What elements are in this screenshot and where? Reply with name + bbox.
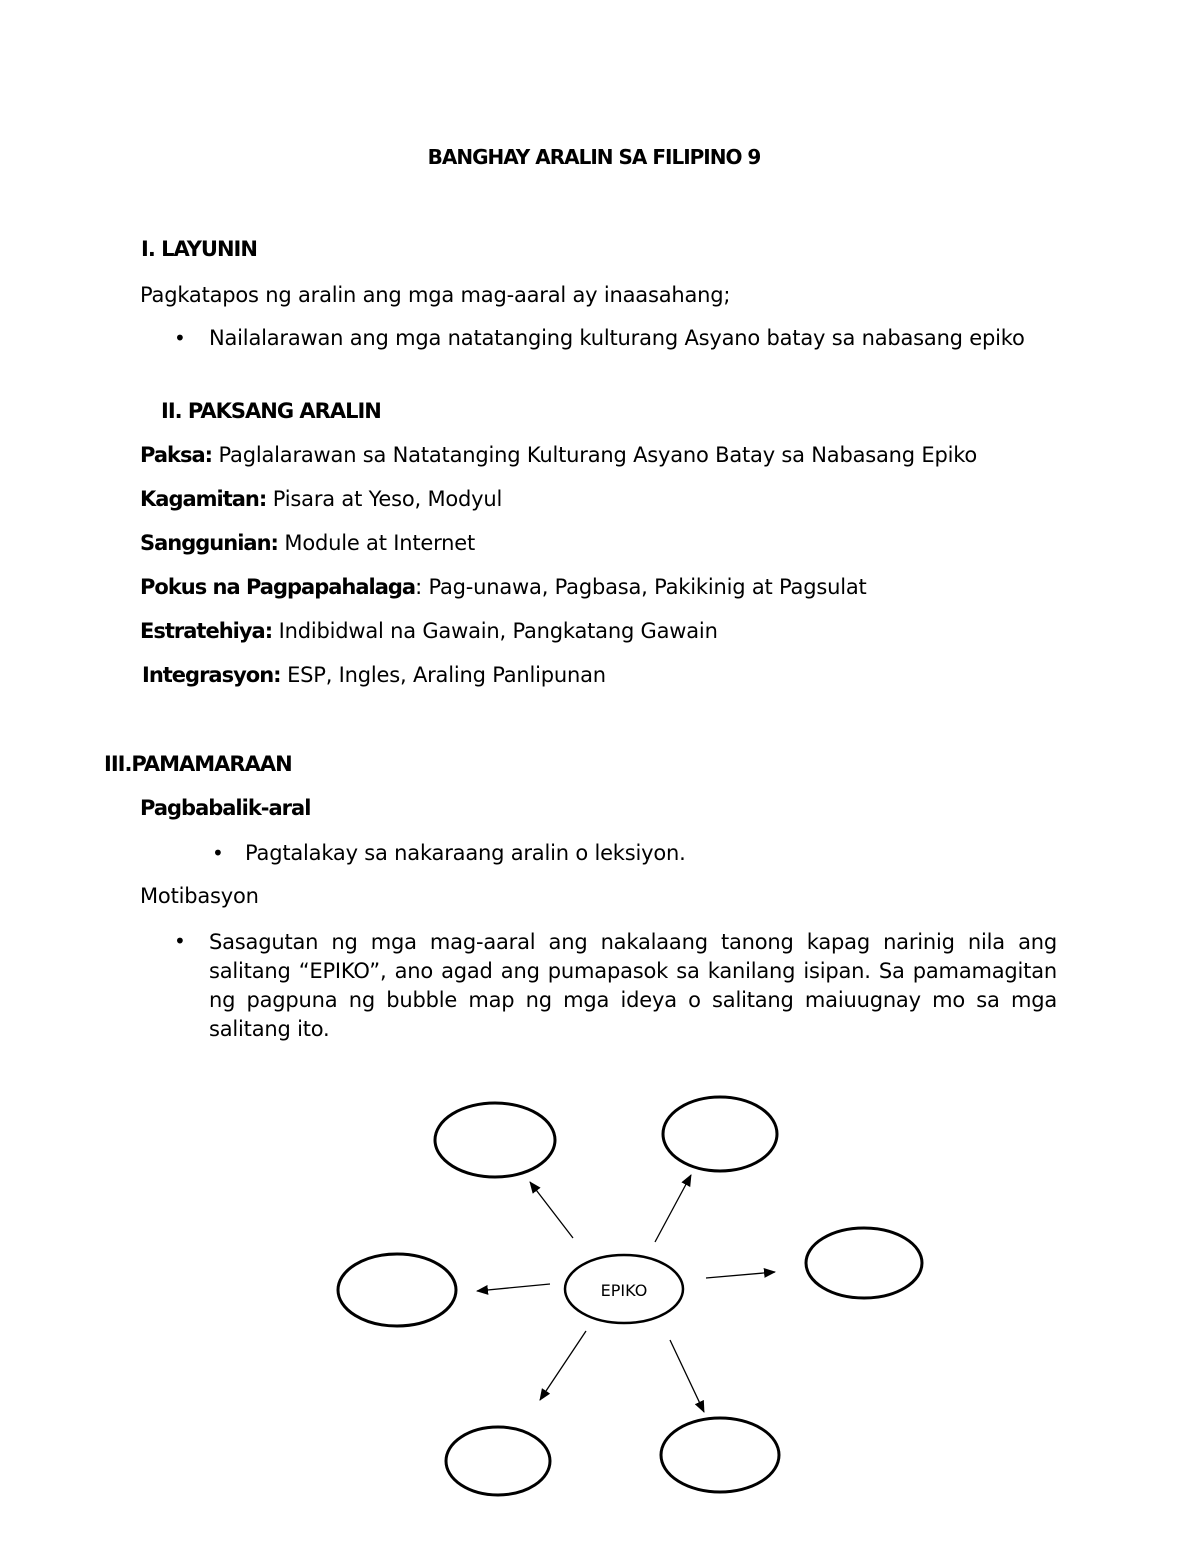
field-label: Estratehiya: (140, 619, 273, 643)
field-value: ESP, Ingles, Araling Panlipunan (287, 663, 606, 687)
field-label: Paksa: (140, 443, 213, 467)
outer-bubble-top-right (663, 1097, 777, 1171)
arrow-to-top-left (530, 1182, 573, 1238)
arrow-to-bottom-left (540, 1331, 586, 1400)
subheading-motibasyon: Motibasyon (140, 884, 259, 908)
motivation-item: Sasagutan ng mga mag-aaral ang nakalaang tanong kapag narinig nila ang salitang “EPIKO”, ano agad ang pumapasok sa kanilang isipan. Sa pamamagitan ng pagpuna ng bubble map ng mga ideya o salitang maiuugnay mo sa mga salitang ito. (209, 930, 1057, 1041)
field-value: Module at Internet (284, 531, 476, 555)
arrow-to-right (706, 1272, 775, 1278)
field-value: Indibidwal na Gawain, Pangkatang Gawain (278, 619, 718, 643)
arrow-to-left (477, 1284, 550, 1291)
outer-bubble-left (338, 1254, 456, 1326)
field-value: : Pag-unawa, Pagbasa, Pakikinig at Pagsulat (415, 575, 867, 599)
outer-bubble-bottom-right (661, 1418, 779, 1492)
arrow-to-bottom-right (670, 1340, 704, 1412)
bullet-icon: • (174, 929, 186, 953)
center-bubble-label: EPIKO (600, 1281, 648, 1300)
outer-bubble-top-left (435, 1103, 555, 1177)
subheading-pagbabalik-aral: Pagbabalik-aral (140, 796, 311, 820)
field-value: Pisara at Yeso, Modyul (272, 487, 503, 511)
section-heading-pamamaraan: III.PAMAMARAAN (104, 752, 292, 776)
outer-bubble-bottom-left (446, 1427, 550, 1495)
review-item: Pagtalakay sa nakaraang aralin o leksiyon. (245, 841, 686, 865)
field-label: Kagamitan: (140, 487, 267, 511)
outer-bubble-right (806, 1228, 922, 1298)
field-label: Sanggunian: (140, 531, 278, 555)
bullet-icon: • (174, 326, 186, 350)
document-title: BANGHAY ARALIN SA FILIPINO 9 (427, 145, 761, 169)
section-heading-paksang-aralin: II. PAKSANG ARALIN (161, 399, 381, 423)
bullet-icon: • (212, 841, 224, 865)
objectives-intro: Pagkatapos ng aralin ang mga mag-aaral ay inaasahang; (140, 283, 731, 307)
objective-item: Nailalarawan ang mga natatanging kulturang Asyano batay sa nabasang epiko (209, 326, 1025, 350)
section-heading-layunin: I. LAYUNIN (141, 237, 257, 261)
field-label: Pokus na Pagpapahalaga (140, 575, 416, 599)
arrow-to-top-right (655, 1175, 691, 1242)
field-label: Integrasyon: (142, 663, 281, 687)
field-value: Paglalarawan sa Natatanging Kulturang Asyano Batay sa Nabasang Epiko (218, 443, 978, 467)
